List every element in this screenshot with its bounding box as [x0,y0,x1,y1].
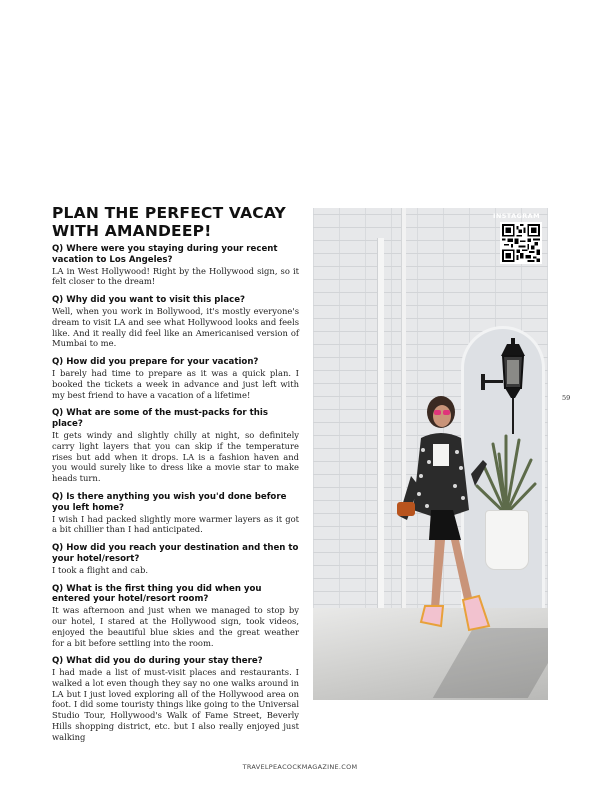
question: Q) Where were you staying during your recent vacation to Los Angeles? [52,244,278,265]
title-line-2: WITH AMANDEEP! [52,222,212,240]
qa-item [52,656,299,742]
question: Q) How did you reach your destination and then to your hotel/resort? [52,543,299,564]
article-title [52,204,302,240]
qa-column [52,244,299,751]
instagram-label: INSTAGRAM [493,212,540,220]
question: Q) How did you prepare for your vacation? [52,357,259,368]
answer: I had made a list of must-visit places and restaurants. I walked a lot even though they say no one walks around in LA but I just loved exploring all of the Hollywood area on foot. I did some touristy things like going to the Universal Studio Tour, Hollywood's Walk of Fame Street, Beverly Hills shopping district, etc. but I also really enjoyed just walking [52,667,299,742]
page-number: 59 [562,394,571,402]
qa-item [52,244,299,287]
qa-item [52,357,299,400]
question: Q) What did you do during your stay there? [52,656,263,667]
article-photo [313,208,548,700]
question: Q) Is there anything you wish you'd done before you left home? [52,491,287,513]
answer: It gets windy and slightly chilly at night, so definitely carry light layers that you can skip if the temperature rises but add when it drops. LA is a fashion haven and you would surely like to dress like a movie star to make heads turn. [52,429,299,484]
qa-item [52,408,299,484]
woman-posing-icon [391,390,501,640]
answer: I took a flight and cab. [52,564,148,575]
question: Q) What are some of the must-packs for this place? [52,408,268,430]
footer-website: TRAVELPEACOCKMAGAZINE.COM [242,763,358,771]
answer: LA in West Hollywood! Right by the Hollywood sign, so it felt closer to the dream! [52,265,299,287]
question: Q) What is the first thing you did when you entered your hotel/resort room? [52,583,262,605]
question: Q) Why did you want to visit this place? [52,295,246,306]
qa-item [52,584,299,649]
answer: It was afternoon and just when we managed to stop by our hotel, I stared at the Hollywood sign, took videos, enjoyed the beautiful blue skies and the great weather for a bit before settling into the room. [52,605,299,648]
answer: Well, when you work in Bollywood, it's mostly everyone's dream to visit LA and see what Hollywood looks and feels like. And it really did feel like an Americanised version of Mumbai to me. [52,305,299,349]
answer: I wish I had packed slightly more warmer layers as it got a bit chillier than I had anticipated. [52,513,299,535]
qa-item [52,543,299,575]
answer: I barely had time to prepare as it was a quick plan. I booked the tickets a week in advance and just left with my best friend to have a vacation of a lifetime! [52,367,299,400]
qr-code-icon[interactable] [500,222,542,264]
qa-item [52,492,299,535]
title-line-1: PLAN THE PERFECT VACAY [52,204,286,222]
qa-item [52,295,299,349]
